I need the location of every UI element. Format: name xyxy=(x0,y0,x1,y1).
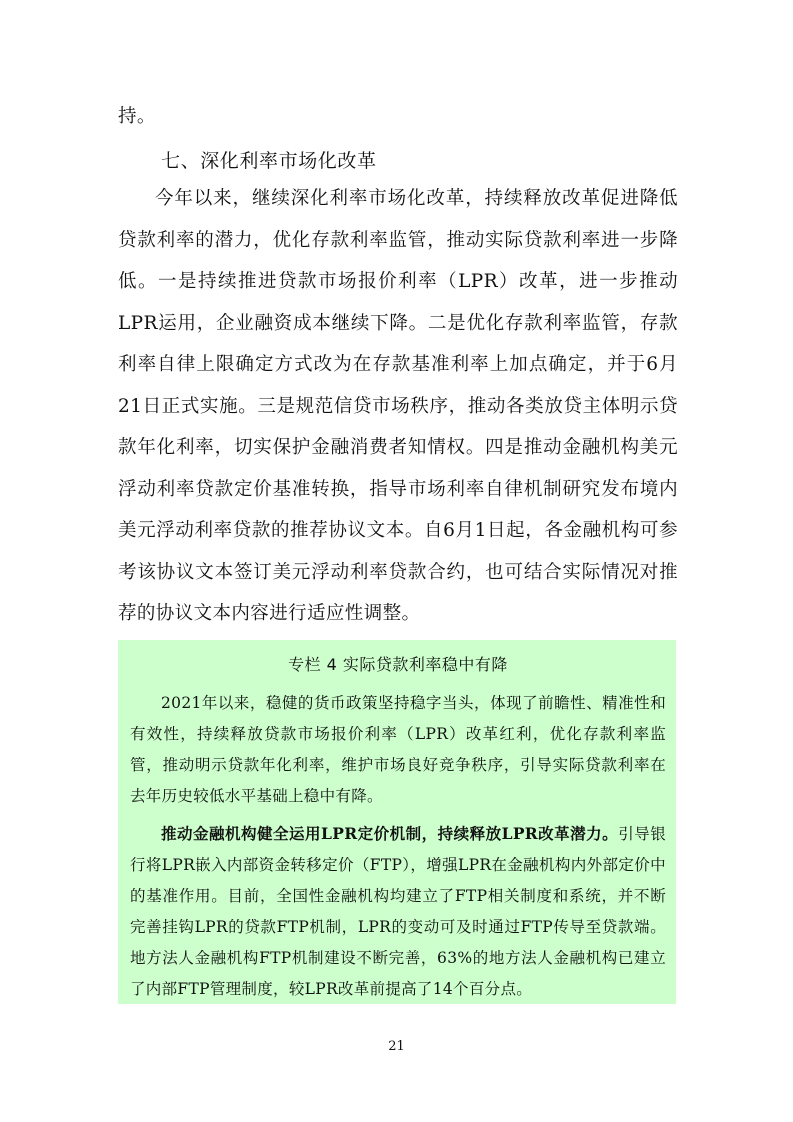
page-number: 21 xyxy=(388,1039,405,1054)
feature-box-paragraph-1: 2021年以来，稳健的货币政策坚持稳字当头，体现了前瞻性、精准性和有效性，持续释放贷款市场报价利率（LPR）改革红利，优化存款利率监管，推动明示贷款年化利率，维护市场良好竞争秩序，引导实际贷款利率在去年历史较低水平基础上稳中有降。 xyxy=(130,694,666,805)
section-body-paragraph: 今年以来，继续深化利率市场化改革，持续释放改革促进降低贷款利率的潜力，优化存款利率监管，推动实际贷款利率进一步降低。一是持续推进贷款市场报价利率（LPR）改革，进一步推动LPR运用，企业融资成本继续下降。二是优化存款利率监管，存款利率自律上限确定方式改为在存款基准利率上加点确定，并于6月21日正式实施。三是规范信贷市场秩序，推动各类放贷主体明示贷款年化利率，切实保护金融消费者知情权。四是推动金融机构美元浮动利率贷款定价基准转换，指导市场利率自律机制研究发布境内美元浮动利率贷款的推荐协议文本。自6月1日起，各金融机构可参考该协议文本签订美元浮动利率贷款合约，也可结合实际情况对推荐的协议文本内容进行适应性调整。 xyxy=(118,188,678,624)
section-heading: 七、深化利率市场化改革 xyxy=(161,150,377,172)
feature-box-title: 专栏 4 实际贷款利率稳中有降 xyxy=(288,655,508,674)
feature-box-paragraph-2-body: 引导银行将LPR嵌入内部资金转移定价（FTP），增强LPR在金融机构内外部定价中的基准作用。目前，全国性金融机构均建立了FTP相关制度和系统，并不断完善挂钩LPR的贷款FTP机制，LPR的变动可及时通过FTP传导至贷款端。地方法人金融机构FTP机制建设不断完善，63%的地方法人金融机构已建立了内部FTP管理制度，较LPR改革前提高了14个百分点。 xyxy=(130,825,666,998)
continued-paragraph-end: 持。 xyxy=(118,106,156,127)
feature-box xyxy=(118,640,676,1004)
feature-box-paragraph-2 xyxy=(130,818,666,1005)
feature-box-paragraph-2-lead: 推动金融机构健全运用LPR定价机制，持续释放LPR改革潜力。 xyxy=(161,824,619,843)
